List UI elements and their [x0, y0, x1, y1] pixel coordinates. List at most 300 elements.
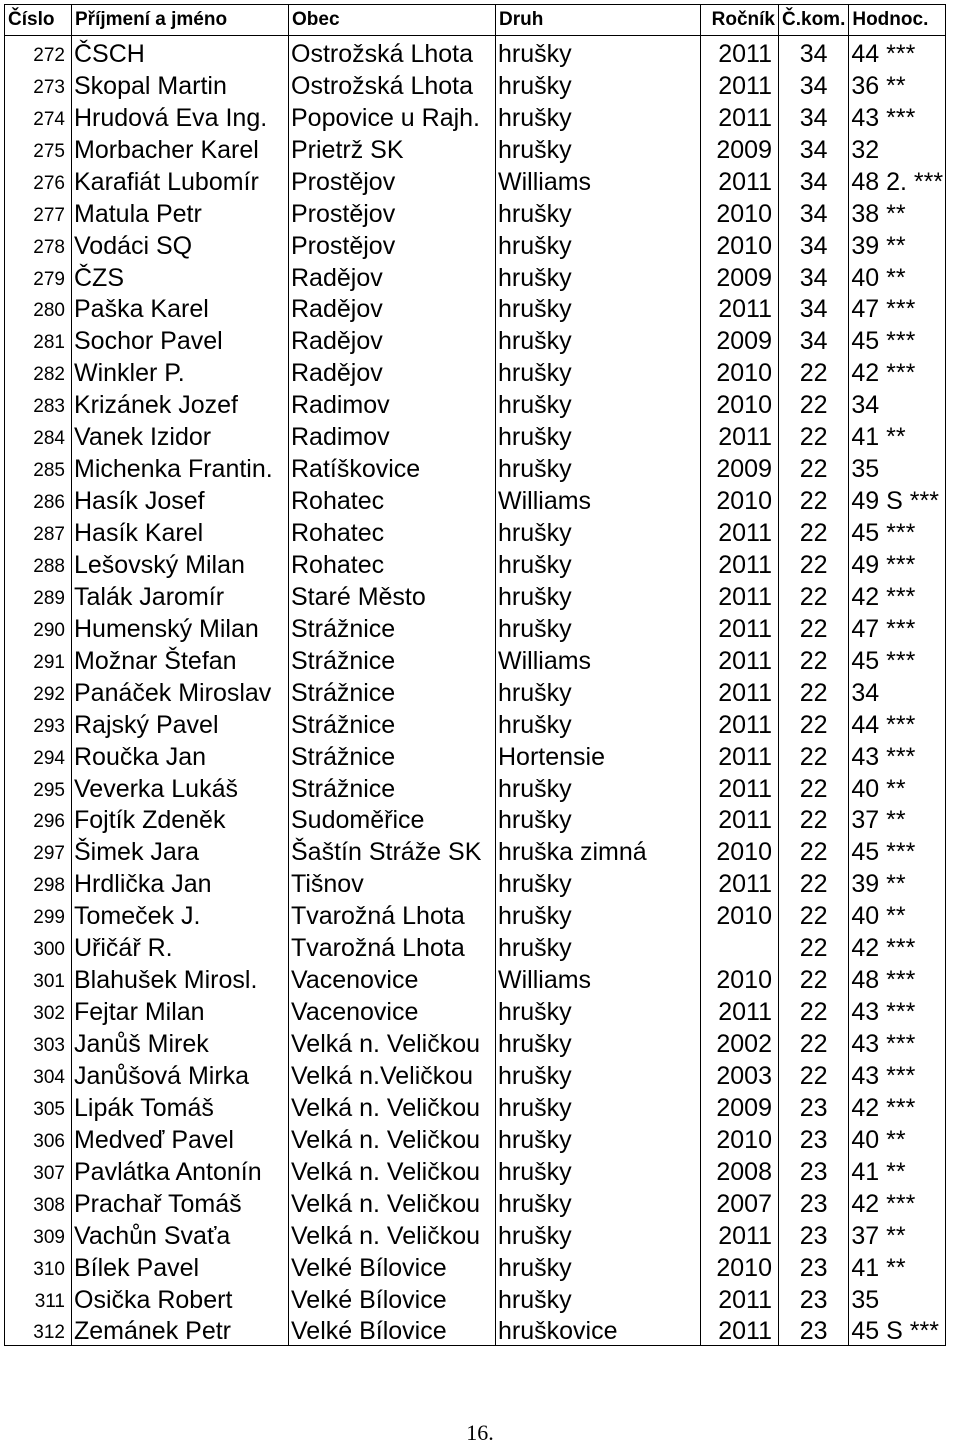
- header-rocnik: Ročník: [701, 5, 779, 36]
- table-row: [5, 260, 946, 292]
- cell-year: 2011: [701, 292, 779, 324]
- cell-year: 2010: [701, 898, 779, 930]
- cell-municipality: Velká n. Veličkou: [289, 1090, 496, 1122]
- cell-variety: hrušky: [496, 898, 701, 930]
- cell-name: Talák Jaromír: [72, 579, 289, 611]
- cell-year: 2011: [701, 994, 779, 1026]
- table-row: [5, 292, 946, 324]
- cell-row-number: 283: [5, 387, 72, 419]
- cell-commission: 22: [779, 930, 849, 962]
- cell-variety: hrušky: [496, 292, 701, 324]
- cell-row-number: 305: [5, 1090, 72, 1122]
- cell-row-number: 301: [5, 962, 72, 994]
- cell-name: ČZS: [72, 260, 289, 292]
- cell-row-number: 298: [5, 866, 72, 898]
- cell-year: 2011: [701, 1314, 779, 1346]
- table-row: [5, 419, 946, 451]
- cell-commission: 22: [779, 803, 849, 835]
- cell-name: Veverka Lukáš: [72, 771, 289, 803]
- cell-row-number: 295: [5, 771, 72, 803]
- cell-commission: 34: [779, 36, 849, 68]
- cell-commission: 22: [779, 834, 849, 866]
- table-row: [5, 771, 946, 803]
- cell-name: Blahušek Mirosl.: [72, 962, 289, 994]
- cell-name: Vodáci SQ: [72, 228, 289, 260]
- cell-municipality: Radějov: [289, 260, 496, 292]
- table-row: [5, 994, 946, 1026]
- cell-variety: hrušky: [496, 930, 701, 962]
- cell-row-number: 292: [5, 675, 72, 707]
- cell-variety: hrušky: [496, 1026, 701, 1058]
- cell-name: Bílek Pavel: [72, 1250, 289, 1282]
- cell-commission: 22: [779, 355, 849, 387]
- cell-rating: 35: [849, 451, 946, 483]
- cell-rating: 47 ***: [849, 611, 946, 643]
- cell-municipality: Velká n. Veličkou: [289, 1026, 496, 1058]
- cell-rating: 36 **: [849, 68, 946, 100]
- table-row: [5, 930, 946, 962]
- cell-commission: 34: [779, 260, 849, 292]
- cell-year: 2007: [701, 1186, 779, 1218]
- cell-commission: 23: [779, 1282, 849, 1314]
- cell-municipality: Tvarožná Lhota: [289, 898, 496, 930]
- cell-variety: hrušky: [496, 1122, 701, 1154]
- cell-name: Sochor Pavel: [72, 323, 289, 355]
- cell-commission: 22: [779, 1026, 849, 1058]
- cell-rating: 42 ***: [849, 1186, 946, 1218]
- cell-rating: 40 **: [849, 771, 946, 803]
- cell-commission: 22: [779, 419, 849, 451]
- cell-year: 2010: [701, 962, 779, 994]
- cell-row-number: 302: [5, 994, 72, 1026]
- cell-name: Rajský Pavel: [72, 707, 289, 739]
- cell-rating: 45 ***: [849, 834, 946, 866]
- table-row: [5, 898, 946, 930]
- cell-variety: hrušky: [496, 803, 701, 835]
- cell-name: Hasík Josef: [72, 483, 289, 515]
- cell-row-number: 279: [5, 260, 72, 292]
- cell-year: 2011: [701, 515, 779, 547]
- cell-row-number: 310: [5, 1250, 72, 1282]
- cell-year: [701, 930, 779, 962]
- cell-variety: hrušky: [496, 355, 701, 387]
- cell-row-number: 293: [5, 707, 72, 739]
- cell-commission: 22: [779, 579, 849, 611]
- cell-municipality: Prostějov: [289, 228, 496, 260]
- table-row: [5, 228, 946, 260]
- cell-commission: 22: [779, 962, 849, 994]
- cell-municipality: Staré Město: [289, 579, 496, 611]
- cell-commission: 22: [779, 451, 849, 483]
- cell-variety: Williams: [496, 962, 701, 994]
- cell-municipality: Popovice u Rajh.: [289, 100, 496, 132]
- cell-row-number: 290: [5, 611, 72, 643]
- cell-variety: hruška zimná: [496, 834, 701, 866]
- cell-rating: 41 **: [849, 1154, 946, 1186]
- cell-row-number: 294: [5, 739, 72, 771]
- cell-rating: 39 **: [849, 866, 946, 898]
- cell-municipality: Velké Bílovice: [289, 1314, 496, 1346]
- cell-name: Fojtík Zdeněk: [72, 803, 289, 835]
- cell-name: Zemánek Petr: [72, 1314, 289, 1346]
- cell-commission: 34: [779, 68, 849, 100]
- cell-municipality: Sudoměřice: [289, 803, 496, 835]
- table-row: [5, 164, 946, 196]
- cell-variety: hrušky: [496, 675, 701, 707]
- cell-name: Osička Robert: [72, 1282, 289, 1314]
- table-row: [5, 1058, 946, 1090]
- cell-rating: 37 **: [849, 1218, 946, 1250]
- cell-row-number: 272: [5, 36, 72, 68]
- cell-year: 2011: [701, 1218, 779, 1250]
- table-row: [5, 1314, 946, 1346]
- cell-row-number: 286: [5, 483, 72, 515]
- cell-row-number: 297: [5, 834, 72, 866]
- cell-name: Winkler P.: [72, 355, 289, 387]
- cell-name: Uřičář R.: [72, 930, 289, 962]
- cell-commission: 34: [779, 100, 849, 132]
- cell-municipality: Velké Bílovice: [289, 1250, 496, 1282]
- table-row: [5, 547, 946, 579]
- cell-commission: 22: [779, 643, 849, 675]
- cell-rating: 43 ***: [849, 100, 946, 132]
- cell-variety: hrušky: [496, 707, 701, 739]
- cell-year: 2009: [701, 323, 779, 355]
- cell-row-number: 303: [5, 1026, 72, 1058]
- cell-municipality: Strážnice: [289, 707, 496, 739]
- cell-year: 2011: [701, 547, 779, 579]
- cell-variety: hrušky: [496, 132, 701, 164]
- cell-rating: 44 ***: [849, 707, 946, 739]
- cell-row-number: 312: [5, 1314, 72, 1346]
- cell-variety: Hortensie: [496, 739, 701, 771]
- cell-municipality: Šaštín Stráže SK: [289, 834, 496, 866]
- cell-commission: 34: [779, 196, 849, 228]
- cell-year: 2011: [701, 866, 779, 898]
- table-row: [5, 834, 946, 866]
- cell-year: 2011: [701, 771, 779, 803]
- cell-rating: 40 **: [849, 1122, 946, 1154]
- cell-municipality: Radimov: [289, 419, 496, 451]
- cell-row-number: 299: [5, 898, 72, 930]
- cell-row-number: 278: [5, 228, 72, 260]
- cell-municipality: Rohatec: [289, 515, 496, 547]
- cell-rating: 39 **: [849, 228, 946, 260]
- cell-commission: 22: [779, 866, 849, 898]
- table-row: [5, 866, 946, 898]
- table-row: [5, 675, 946, 707]
- table-row: [5, 643, 946, 675]
- cell-rating: 43 ***: [849, 739, 946, 771]
- cell-row-number: 277: [5, 196, 72, 228]
- cell-name: Pavlátka Antonín: [72, 1154, 289, 1186]
- cell-rating: 48 ***: [849, 962, 946, 994]
- cell-rating: 43 ***: [849, 1026, 946, 1058]
- table-row: [5, 68, 946, 100]
- table-row: [5, 1026, 946, 1058]
- cell-commission: 23: [779, 1250, 849, 1282]
- cell-commission: 22: [779, 771, 849, 803]
- cell-name: Vanek Izidor: [72, 419, 289, 451]
- cell-year: 2002: [701, 1026, 779, 1058]
- cell-name: Hrudová Eva Ing.: [72, 100, 289, 132]
- cell-municipality: Velká n.Veličkou: [289, 1058, 496, 1090]
- cell-municipality: Radějov: [289, 323, 496, 355]
- cell-municipality: Ostrožská Lhota: [289, 68, 496, 100]
- cell-rating: 45 ***: [849, 643, 946, 675]
- table-row: [5, 707, 946, 739]
- cell-row-number: 311: [5, 1282, 72, 1314]
- cell-variety: hrušky: [496, 196, 701, 228]
- cell-commission: 22: [779, 387, 849, 419]
- header-obec: Obec: [289, 5, 496, 36]
- cell-commission: 23: [779, 1314, 849, 1346]
- cell-name: Prachař Tomáš: [72, 1186, 289, 1218]
- cell-rating: 41 **: [849, 1250, 946, 1282]
- table-body: [5, 36, 946, 1346]
- cell-name: Šimek Jara: [72, 834, 289, 866]
- cell-variety: hrušky: [496, 36, 701, 68]
- cell-rating: 35: [849, 1282, 946, 1314]
- cell-municipality: Rohatec: [289, 483, 496, 515]
- cell-variety: hrušky: [496, 387, 701, 419]
- cell-variety: Williams: [496, 164, 701, 196]
- cell-year: 2009: [701, 260, 779, 292]
- table-row: [5, 196, 946, 228]
- cell-row-number: 291: [5, 643, 72, 675]
- cell-municipality: Tvarožná Lhota: [289, 930, 496, 962]
- cell-rating: 45 S ***: [849, 1314, 946, 1346]
- cell-municipality: Vacenovice: [289, 962, 496, 994]
- cell-variety: hrušky: [496, 323, 701, 355]
- cell-row-number: 275: [5, 132, 72, 164]
- cell-commission: 22: [779, 707, 849, 739]
- cell-commission: 23: [779, 1154, 849, 1186]
- cell-year: 2003: [701, 1058, 779, 1090]
- cell-row-number: 284: [5, 419, 72, 451]
- cell-rating: 45 ***: [849, 515, 946, 547]
- table-row: [5, 1154, 946, 1186]
- cell-variety: hrušky: [496, 260, 701, 292]
- header-cislo: Číslo: [5, 5, 72, 36]
- cell-municipality: Velká n. Veličkou: [289, 1186, 496, 1218]
- cell-rating: 44 ***: [849, 36, 946, 68]
- table-row: [5, 483, 946, 515]
- cell-rating: 32: [849, 132, 946, 164]
- cell-year: 2011: [701, 675, 779, 707]
- table-row: [5, 451, 946, 483]
- cell-name: Humenský Milan: [72, 611, 289, 643]
- cell-rating: 48 2. ***: [849, 164, 946, 196]
- cell-row-number: 273: [5, 68, 72, 100]
- cell-commission: 22: [779, 739, 849, 771]
- cell-variety: hrušky: [496, 1250, 701, 1282]
- cell-name: Tomeček J.: [72, 898, 289, 930]
- cell-rating: 49 ***: [849, 547, 946, 579]
- cell-municipality: Vacenovice: [289, 994, 496, 1026]
- cell-rating: 43 ***: [849, 994, 946, 1026]
- cell-rating: 37 **: [849, 803, 946, 835]
- cell-name: Karafiát Lubomír: [72, 164, 289, 196]
- table-row: [5, 387, 946, 419]
- table-row: [5, 323, 946, 355]
- cell-name: Paška Karel: [72, 292, 289, 324]
- table-row: [5, 100, 946, 132]
- cell-year: 2010: [701, 355, 779, 387]
- cell-name: Michenka Frantin.: [72, 451, 289, 483]
- cell-commission: 23: [779, 1090, 849, 1122]
- cell-variety: Williams: [496, 483, 701, 515]
- cell-year: 2011: [701, 643, 779, 675]
- cell-name: Skopal Martin: [72, 68, 289, 100]
- table-row: [5, 579, 946, 611]
- cell-name: Matula Petr: [72, 196, 289, 228]
- cell-commission: 34: [779, 323, 849, 355]
- table-row: [5, 1090, 946, 1122]
- cell-variety: hrušky: [496, 1282, 701, 1314]
- cell-year: 2010: [701, 196, 779, 228]
- cell-row-number: 276: [5, 164, 72, 196]
- cell-rating: 38 **: [849, 196, 946, 228]
- cell-commission: 23: [779, 1122, 849, 1154]
- cell-variety: hrušky: [496, 100, 701, 132]
- cell-commission: 22: [779, 994, 849, 1026]
- cell-year: 2010: [701, 483, 779, 515]
- cell-commission: 23: [779, 1218, 849, 1250]
- cell-name: Lešovský Milan: [72, 547, 289, 579]
- cell-municipality: Velká n. Veličkou: [289, 1154, 496, 1186]
- cell-year: 2009: [701, 132, 779, 164]
- cell-row-number: 280: [5, 292, 72, 324]
- cell-row-number: 304: [5, 1058, 72, 1090]
- cell-rating: 45 ***: [849, 323, 946, 355]
- cell-commission: 34: [779, 292, 849, 324]
- cell-variety: hrušky: [496, 611, 701, 643]
- cell-year: 2011: [701, 100, 779, 132]
- cell-municipality: Prostějov: [289, 164, 496, 196]
- header-row: [5, 5, 946, 36]
- cell-name: Medveď Pavel: [72, 1122, 289, 1154]
- cell-rating: 49 S ***: [849, 483, 946, 515]
- cell-municipality: Velká n. Veličkou: [289, 1218, 496, 1250]
- cell-variety: hrušky: [496, 547, 701, 579]
- cell-municipality: Strážnice: [289, 739, 496, 771]
- table-row: [5, 515, 946, 547]
- cell-row-number: 307: [5, 1154, 72, 1186]
- cell-name: Vachůn Svaťa: [72, 1218, 289, 1250]
- page-number: 16.: [466, 1420, 494, 1445]
- cell-year: 2008: [701, 1154, 779, 1186]
- cell-rating: 47 ***: [849, 292, 946, 324]
- table-row: [5, 1282, 946, 1314]
- cell-municipality: Prostějov: [289, 196, 496, 228]
- cell-year: 2010: [701, 228, 779, 260]
- cell-year: 2011: [701, 579, 779, 611]
- cell-year: 2010: [701, 1250, 779, 1282]
- header-hodnoc: Hodnoc.: [849, 5, 946, 36]
- cell-name: Hrdlička Jan: [72, 866, 289, 898]
- cell-year: 2011: [701, 707, 779, 739]
- cell-variety: hrušky: [496, 771, 701, 803]
- table-row: [5, 36, 946, 68]
- table-row: [5, 132, 946, 164]
- cell-row-number: 288: [5, 547, 72, 579]
- cell-name: Roučka Jan: [72, 739, 289, 771]
- cell-commission: 22: [779, 547, 849, 579]
- cell-variety: hrušky: [496, 419, 701, 451]
- table-row: [5, 962, 946, 994]
- cell-commission: 23: [779, 1186, 849, 1218]
- table-row: [5, 803, 946, 835]
- cell-name: Panáček Miroslav: [72, 675, 289, 707]
- cell-row-number: 285: [5, 451, 72, 483]
- cell-row-number: 309: [5, 1218, 72, 1250]
- cell-row-number: 300: [5, 930, 72, 962]
- cell-variety: hrušky: [496, 68, 701, 100]
- cell-municipality: Prietrž SK: [289, 132, 496, 164]
- cell-municipality: Strážnice: [289, 675, 496, 707]
- table-row: [5, 1122, 946, 1154]
- cell-variety: hrušky: [496, 515, 701, 547]
- cell-row-number: 306: [5, 1122, 72, 1154]
- cell-year: 2011: [701, 36, 779, 68]
- cell-rating: 42 ***: [849, 579, 946, 611]
- cell-variety: Williams: [496, 643, 701, 675]
- cell-variety: hrušky: [496, 1154, 701, 1186]
- cell-rating: 34: [849, 675, 946, 707]
- cell-municipality: Ratíškovice: [289, 451, 496, 483]
- cell-municipality: Strážnice: [289, 611, 496, 643]
- cell-name: Morbacher Karel: [72, 132, 289, 164]
- cell-variety: hrušky: [496, 579, 701, 611]
- table-row: [5, 739, 946, 771]
- cell-year: 2011: [701, 611, 779, 643]
- cell-municipality: Velké Bílovice: [289, 1282, 496, 1314]
- cell-year: 2010: [701, 387, 779, 419]
- header-druh: Druh: [496, 5, 701, 36]
- cell-name: ČSCH: [72, 36, 289, 68]
- cell-row-number: 287: [5, 515, 72, 547]
- cell-name: Janůš Mirek: [72, 1026, 289, 1058]
- cell-municipality: Rohatec: [289, 547, 496, 579]
- cell-commission: 22: [779, 898, 849, 930]
- cell-year: 2009: [701, 1090, 779, 1122]
- cell-commission: 22: [779, 1058, 849, 1090]
- cell-municipality: Radimov: [289, 387, 496, 419]
- cell-municipality: Radějov: [289, 355, 496, 387]
- cell-rating: 42 ***: [849, 1090, 946, 1122]
- cell-rating: 42 ***: [849, 355, 946, 387]
- header-prijmeni-a-jmeno: Příjmení a jméno: [72, 5, 289, 36]
- cell-year: 2011: [701, 803, 779, 835]
- results-table: [4, 4, 946, 1346]
- cell-variety: hrušky: [496, 1186, 701, 1218]
- cell-municipality: Strážnice: [289, 771, 496, 803]
- cell-rating: 43 ***: [849, 1058, 946, 1090]
- table-row: [5, 355, 946, 387]
- cell-name: Krizánek Jozef: [72, 387, 289, 419]
- cell-rating: 42 ***: [849, 930, 946, 962]
- cell-year: 2009: [701, 451, 779, 483]
- cell-year: 2011: [701, 739, 779, 771]
- cell-municipality: Ostrožská Lhota: [289, 36, 496, 68]
- cell-commission: 34: [779, 228, 849, 260]
- cell-row-number: 296: [5, 803, 72, 835]
- cell-rating: 40 **: [849, 260, 946, 292]
- cell-name: Fejtar Milan: [72, 994, 289, 1026]
- cell-row-number: 274: [5, 100, 72, 132]
- cell-commission: 34: [779, 132, 849, 164]
